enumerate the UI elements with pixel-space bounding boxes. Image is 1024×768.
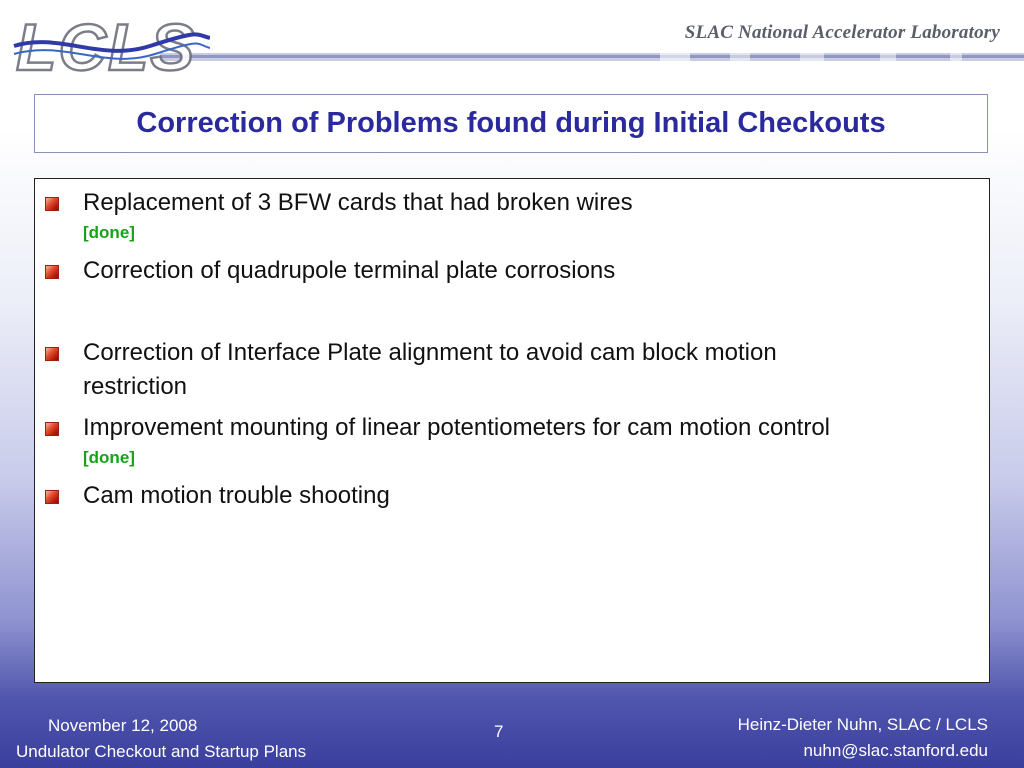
bullet-icon <box>45 347 59 361</box>
lcls-logo <box>10 4 210 80</box>
lab-name: SLAC National Accelerator Laboratory <box>684 22 1000 43</box>
content-box <box>34 178 990 683</box>
list-item-line1: Correction of Interface Plate alignment to avoid cam block motion <box>83 339 777 366</box>
header-stripe <box>160 50 1024 64</box>
slide-header <box>0 0 1024 80</box>
footer-date: November 12, 2008 <box>48 716 198 735</box>
bullet-icon <box>45 265 59 279</box>
bullet-icon <box>45 422 59 436</box>
footer-email: nuhn@slac.stanford.edu <box>803 741 988 760</box>
list-item: Replacement of 3 BFW cards that had broken wires <box>83 189 633 216</box>
list-item: Correction of quadrupole terminal plate corrosions <box>83 257 616 284</box>
done-badge: [done] <box>83 448 135 467</box>
slide-title: Correction of Problems found during Initial Checkouts <box>136 107 886 139</box>
list-item: Improvement mounting of linear potentiometers for cam motion control <box>83 414 831 441</box>
list-item-line2: restriction <box>83 373 188 400</box>
title-box <box>34 94 988 153</box>
footer-author: Heinz-Dieter Nuhn, SLAC / LCLS <box>737 715 988 734</box>
lcls-logo-shadow: LCLS <box>16 10 197 80</box>
page-number: 7 <box>494 722 504 741</box>
list-item: Cam motion trouble shooting <box>83 482 390 509</box>
bullet-icon <box>45 197 59 211</box>
bullet-icon <box>45 490 59 504</box>
done-badge: [done] <box>83 223 135 242</box>
footer-right <box>738 712 988 764</box>
footer-talk-title: Undulator Checkout and Startup Plans <box>16 742 307 761</box>
